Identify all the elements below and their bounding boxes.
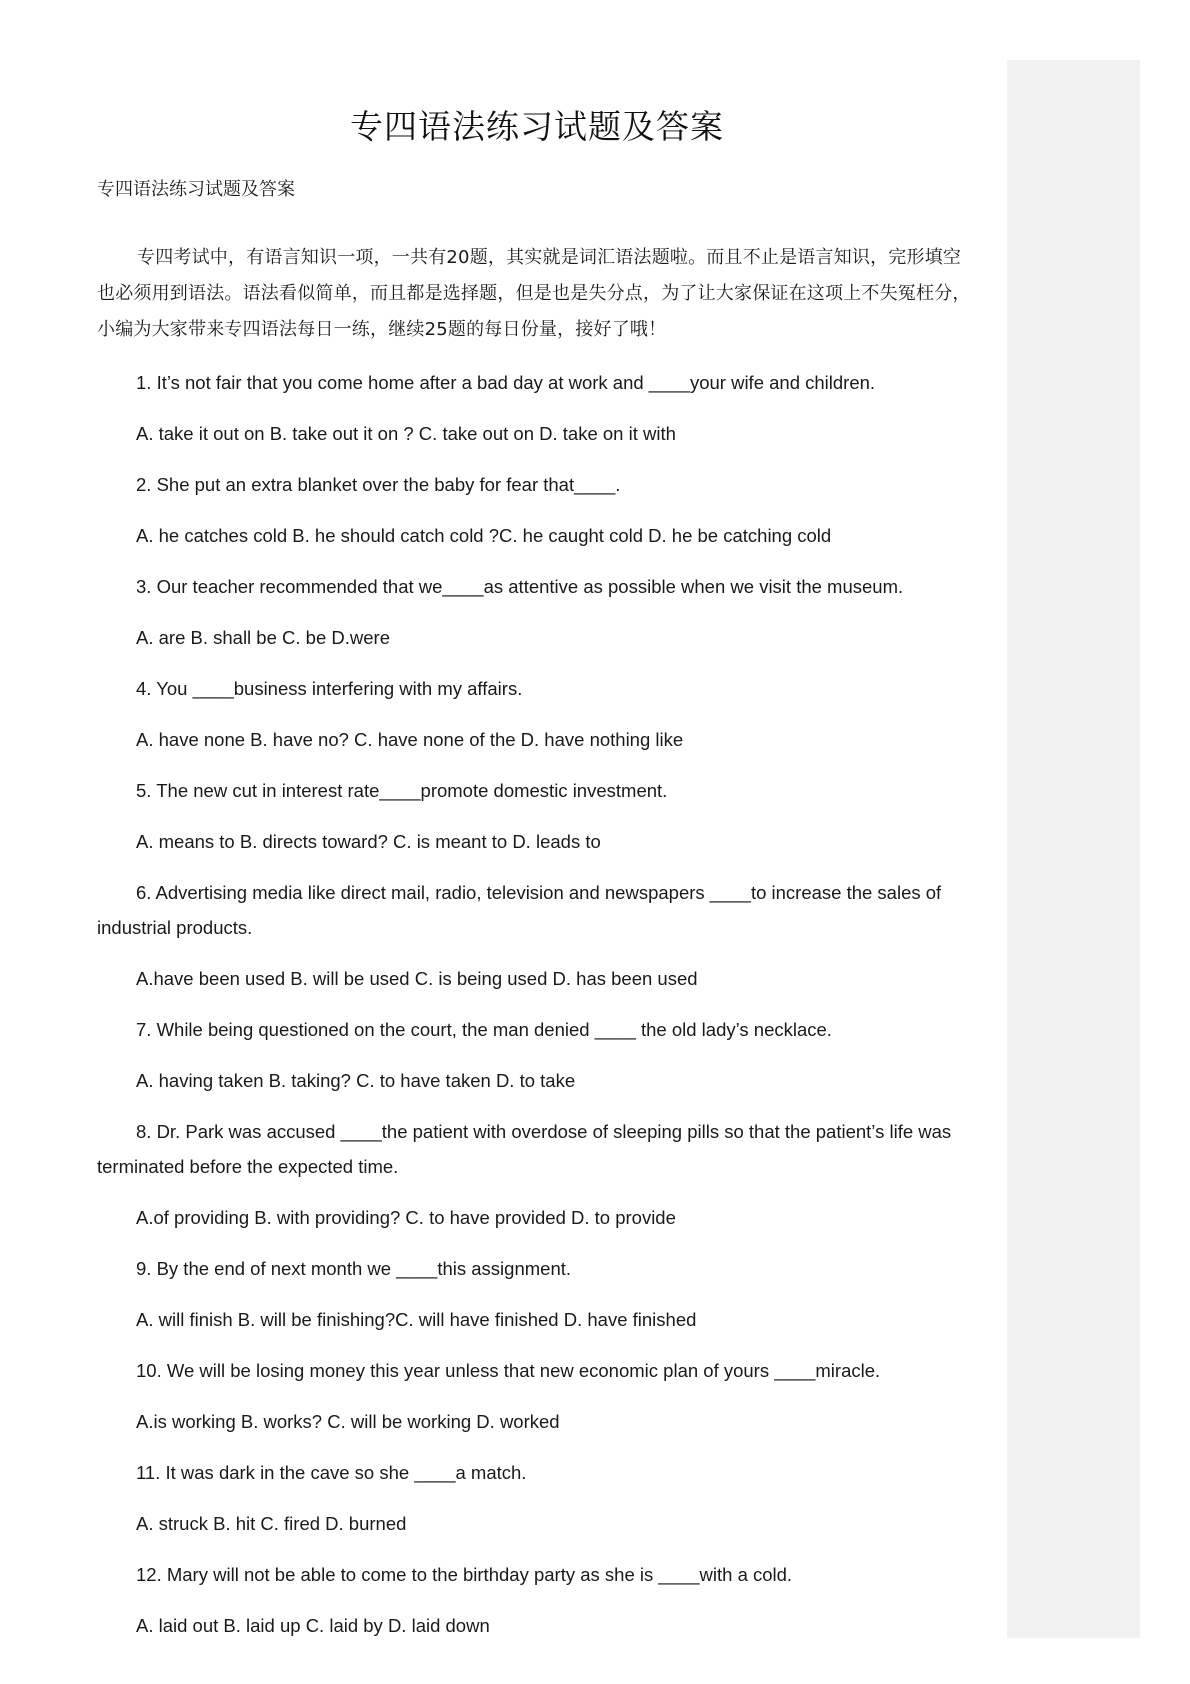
document-subtitle: 专四语法练习试题及答案 (97, 179, 295, 200)
question-4-options: A. have none B. have no? C. have none of the D. have nothing like (136, 729, 684, 750)
right-margin-panel (1007, 60, 1140, 1638)
question-11-options: A. struck B. hit C. fired D. burned (136, 1513, 407, 1534)
question-1-options: A. take it out on B. take out it on ? C. take out on D. take on it with (136, 423, 676, 444)
question-6-options: A.have been used B. will be used C. is being used D. has been used (136, 968, 698, 989)
question-12-options: A. laid out B. laid up C. laid by D. laid down (136, 1615, 490, 1636)
question-9: 9. By the end of next month we ____this assignment. (136, 1258, 572, 1279)
question-list (97, 365, 977, 1659)
question-4: 4. You ____business interfering with my affairs. (136, 678, 523, 699)
question-11: 11. It was dark in the cave so she ____a match. (136, 1462, 527, 1483)
question-6: 6. Advertising media like direct mail, radio, television and newspapers ____to increase the sales of industrial products. (97, 882, 942, 938)
question-3-options: A. are B. shall be C. be D.were (136, 627, 390, 648)
question-8: 8. Dr. Park was accused ____the patient with overdose of sleeping pills so that the patient’s life was terminated before the expected time. (97, 1121, 952, 1177)
question-2: 2. She put an extra blanket over the baby for fear that____. (136, 474, 621, 495)
document-title: 专四语法练习试题及答案 (350, 107, 724, 146)
question-3: 3. Our teacher recommended that we____as attentive as possible when we visit the museum. (136, 576, 904, 597)
question-7: 7. While being questioned on the court, the man denied ____ the old lady’s necklace. (136, 1019, 832, 1040)
intro-paragraph: 专四考试中，有语言知识一项，一共有20题，其实就是词汇语法题啦。而且不止是语言知识，完形填空也必须用到语法。语法看似简单，而且都是选择题，但是也是失分点，为了让大家保证在这项上不失冤枉分，小编为大家带来专四语法每日一练，继续25题的每日份量，接好了哦！ (97, 247, 971, 340)
question-5: 5. The new cut in interest rate____promote domestic investment. (136, 780, 668, 801)
question-10-options: A.is working B. works? C. will be working D. worked (136, 1411, 560, 1432)
question-8-options: A.of providing B. with providing? C. to have provided D. to provide (136, 1207, 676, 1228)
question-10: 10. We will be losing money this year unless that new economic plan of yours ____miracle. (136, 1360, 881, 1381)
question-1: 1. It’s not fair that you come home after a bad day at work and ____your wife and children. (136, 372, 876, 393)
question-7-options: A. having taken B. taking? C. to have taken D. to take (136, 1070, 576, 1091)
question-9-options: A. will finish B. will be finishing?C. will have finished D. have finished (136, 1309, 697, 1330)
question-5-options: A. means to B. directs toward? C. is meant to D. leads to (136, 831, 601, 852)
question-12: 12. Mary will not be able to come to the birthday party as she is ____with a cold. (136, 1564, 793, 1585)
question-2-options: A. he catches cold B. he should catch cold ?C. he caught cold D. he be catching cold (136, 525, 832, 546)
